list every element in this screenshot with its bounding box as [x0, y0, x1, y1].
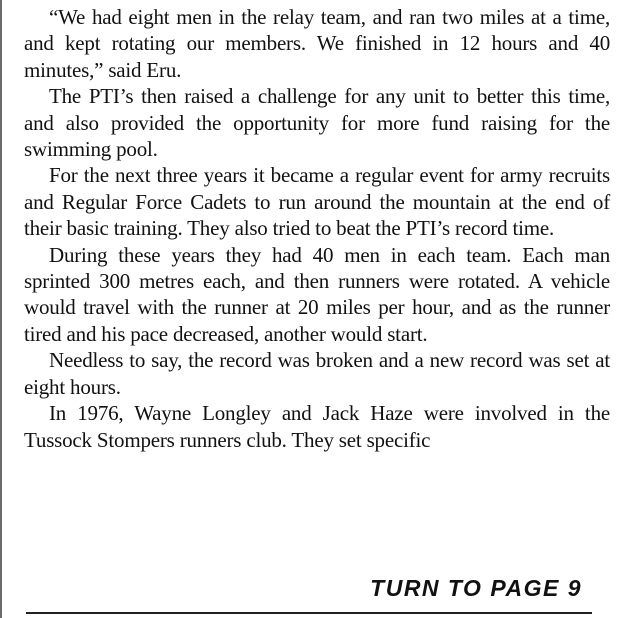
article-paragraph-6: In 1976, Wayne Longley and Jack Haze were involved in the Tussock Stompers runners club. They set specific: [24, 401, 610, 452]
article-paragraph-1: “We had eight men in the relay team, and ran two miles at a time, and kept rotating our members. We finished in 12 hours and 40 minutes,” said Eru.: [24, 5, 610, 82]
page-left-edge: [0, 0, 2, 618]
continuation-notice: TURN TO PAGE 9: [370, 575, 582, 601]
article-text-column: [24, 4, 610, 453]
article-paragraph-5: Needless to say, the record was broken and a new record was set at eight hours.: [24, 348, 610, 399]
article-paragraph-4: During these years they had 40 men in each team. Each man sprinted 300 metres each, and then runners were rotated. A vehicle would travel with the runner at 20 miles per hour, and as the runner tired and his pace decreased, another would start.: [24, 242, 610, 346]
bottom-divider: [26, 612, 592, 614]
article-paragraph-3: For the next three years it became a regular event for army recruits and Regular Force Cadets to run around the mountain at the end of their basic training. They also tried to beat the PTI’s record time.: [24, 163, 610, 241]
article-paragraph-2: The PTI’s then raised a challenge for any unit to better this time, and also provided the opportunity for more fund raising for the swimming pool.: [24, 84, 610, 162]
